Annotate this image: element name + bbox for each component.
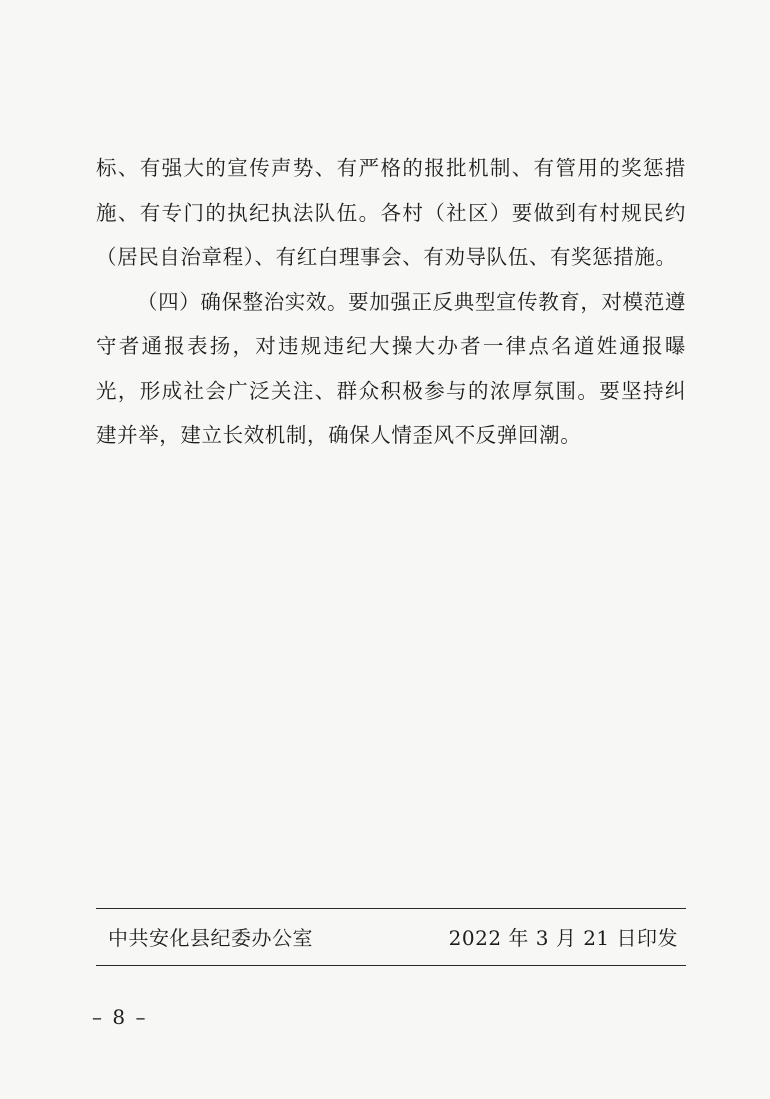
body-text — [96, 146, 686, 458]
footer-rule-bottom — [96, 965, 686, 966]
paragraph-continuation: 标、有强大的宣传声势、有严格的报批机制、有管用的奖惩措施、有专门的执纪执法队伍。各村（社区）要做到有村规民约（居民自治章程）、有红白理事会、有劝导队伍、有奖惩措施。 — [96, 156, 686, 269]
footer-issuer: 中共安化县纪委办公室 — [108, 926, 313, 950]
paragraph-section-four: （四）确保整治实效。要加强正反典型宣传教育，对模范遵守者通报表扬，对违规违纪大操大办者一律点名道姓通报曝光，形成社会广泛关注、群众积极参与的浓厚氛围。要坚持纠建并举，建立长效机制，确保人情歪风不反弹回潮。 — [96, 289, 686, 447]
page-number: – 8 – — [92, 1005, 148, 1029]
footer-row — [108, 920, 678, 956]
footer-print-date: 2022 年 3 月 21 日印发 — [448, 926, 678, 950]
footer-rule-top — [96, 908, 686, 909]
